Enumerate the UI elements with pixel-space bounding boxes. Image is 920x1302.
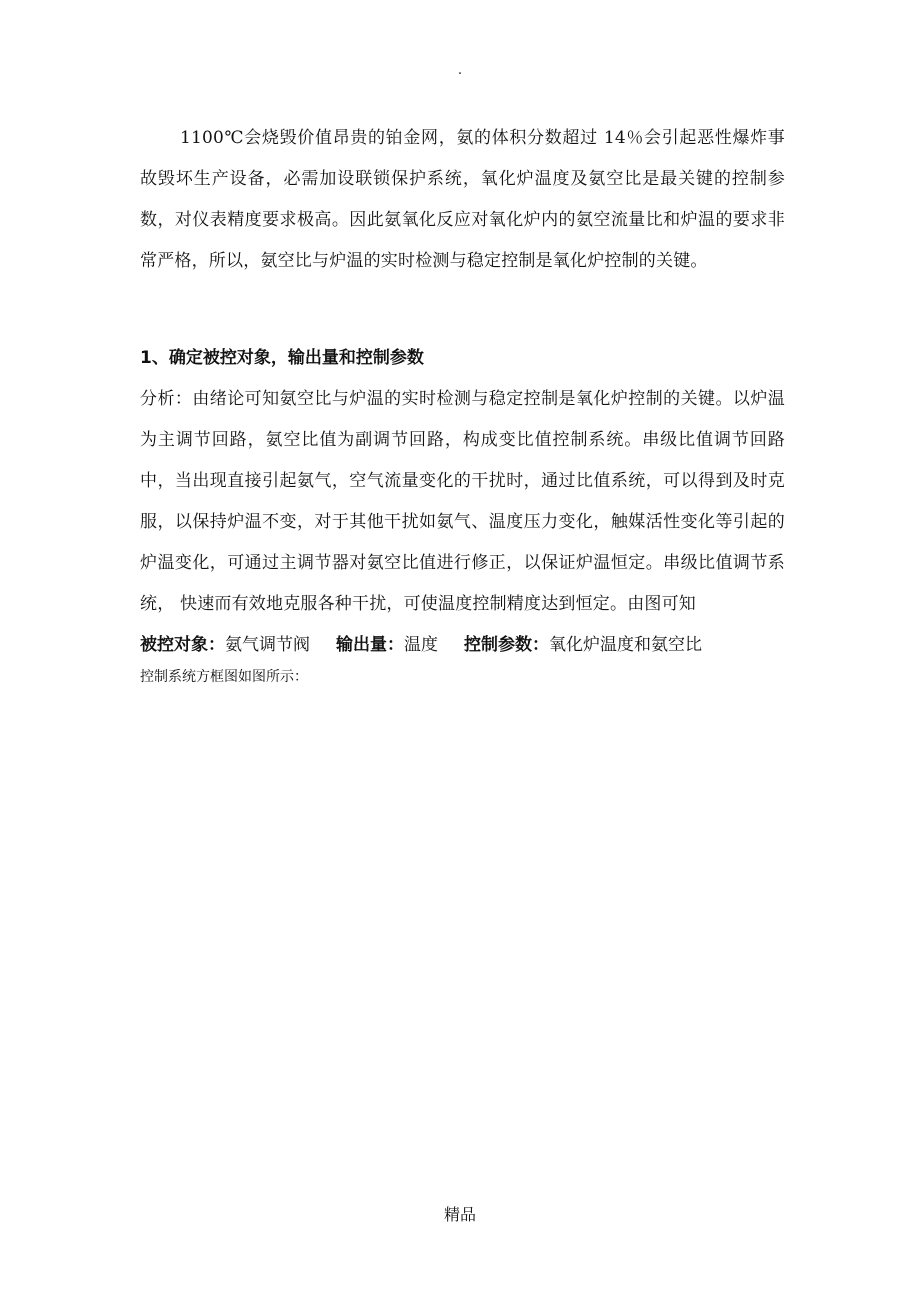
control-params-label: 控制参数：	[464, 635, 549, 655]
controlled-object-value: 氨气调节阀	[225, 635, 310, 655]
diagram-note: 控制系统方框图如图所示：	[140, 669, 308, 685]
control-params-value: 氧化炉温度和氨空比	[549, 635, 702, 655]
intro-paragraph: 1100℃会烧毁价值昂贵的铂金网，氨的体积分数超过 14％会引起恶性爆炸事故毁坏生产设备，必需加设联锁保护系统，氧化炉温度及氨空比是最关键的控制参数，对仪表精度要求极高。因此氨氧化反应对氧化炉内的氨空流量比和炉温的要求非常严格，所以，氨空比与炉温的实时检测与稳定控制是氧化炉控制的关键。	[140, 128, 785, 271]
parameter-summary	[140, 625, 785, 666]
controlled-object-label: 被控对象：	[140, 635, 225, 655]
document-content	[140, 118, 785, 690]
output-value: 温度	[404, 635, 438, 655]
footer-text: 精品	[443, 1205, 476, 1224]
section-heading: 1、确定被控对象，输出量和控制参数	[140, 348, 424, 368]
section-gap	[140, 282, 785, 338]
header-mark: .	[457, 63, 463, 78]
output-label: 输出量：	[336, 635, 404, 655]
analysis-paragraph: 分析：由绪论可知氨空比与炉温的实时检测与稳定控制是氧化炉控制的关键。以炉温为主调节回路，氨空比值为副调节回路，构成变比值控制系统。串级比值调节回路中，当出现直接引起氨气，空气流量变化的干扰时，通过比值系统，可以得到及时克服，以保持炉温不变，对于其他干扰如氨气、温度压力变化，触媒活性变化等引起的炉温变化，可通过主调节器对氨空比值进行修正，以保证炉温恒定。串级比值调节系统， 快速而有效地克服各种干扰，可使温度控制精度达到恒定。由图可知	[140, 389, 785, 614]
